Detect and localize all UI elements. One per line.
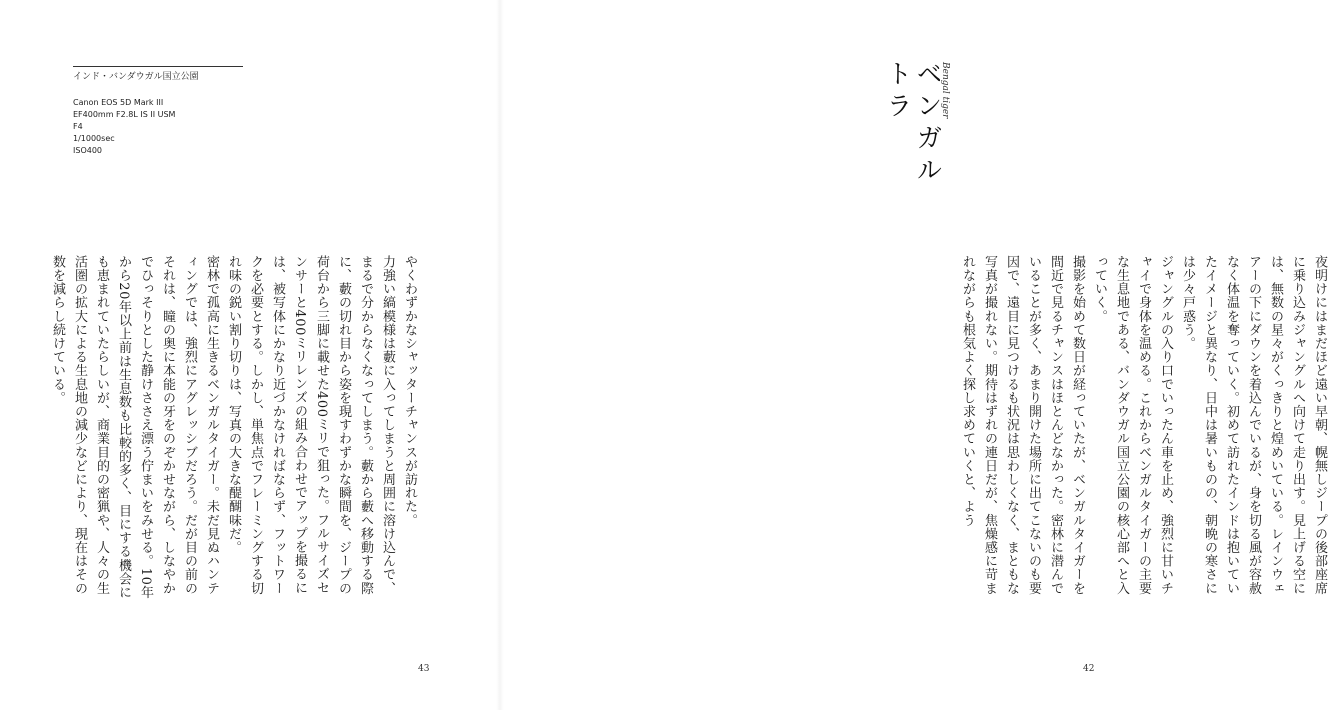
page-number-right: 42 (1083, 664, 1095, 674)
chapter-title (882, 60, 942, 200)
photo-caption (73, 66, 243, 157)
left-page (0, 0, 500, 710)
caption-shutter: 1/1000sec (73, 134, 115, 143)
caption-aperture: F4 (73, 122, 83, 131)
left-paragraph: 力強い縞模様は藪に入ってしまうと周囲に溶け込んで、まるで分からなくなってしまう。藪から藪へ移動する際に、藪の切れ目から姿を現すわずかな瞬間を、ジープの荷台から三脚に載せた400ミリで狙った。フルサイズセンサーと400ミリレンズの組み合わせでアップを撮るには、被写体にかなり近づかなければならず、フットワークを必要とする。しかし、単焦点でフレーミングする切れ味の鋭い割り切りは、写真の大きな醍醐味だ。 (226, 255, 395, 595)
right-paragraph: 夜明けにはまだほど遠い早朝、幌無しジープの後部座席に乗り込みジャングルへ向けて走り出す。見上げる空には、無数の星々がくっきりと煌めいている。レインウェアーの下にダウンを着込んでいるが、身を切る風が容赦なく体温を奪っていく。初めて訪れたインドは抱いていたイメージと異なり、日中は暑いものの、朝晩の寒さには少々戸惑う。 (1180, 255, 1327, 595)
chapter-title-en: Bengal tiger (940, 62, 950, 119)
caption-rule (73, 66, 243, 67)
left-body-text (50, 255, 420, 605)
caption-iso: ISO400 (73, 146, 103, 155)
right-paragraph: ジャングルの入り口でいったん車を止め、強烈に甘いチャイで身体を温める。これからベンガルタイガーの主要な生息地である、バンダウガル国立公園の核心部へと入っていく。 (1092, 255, 1173, 595)
right-paragraph: 撮影を始めて数日が経っていたが、ベンガルタイガーを間近で見るチャンスはほとんどなかった。密林に潜んでいることが多く、あまり開けた場所に出てこないのも要因で、遠目に見つけるも状況は思わしくなく、まともな写真が撮れない。期待はずれの連日だが、焦燥感に苛まれながらも根気よく探し求めていくと、よう (960, 255, 1085, 595)
page-number-left: 43 (418, 664, 430, 674)
caption-lens: EF400mm F2.8L IS II USM (73, 110, 176, 119)
caption-location: インド・バンダウガル国立公園 (73, 72, 199, 82)
left-paragraph: やくわずかなシャッターチャンスが訪れた。 (402, 255, 417, 527)
chapter-title-jp: ベンガルトラ (882, 60, 942, 188)
right-body-text (960, 255, 1330, 605)
caption-camera: Canon EOS 5D Mark III (73, 98, 164, 107)
left-paragraph: 密林で孤高に生きるベンガルタイガー。未だ見ぬハンティングでは、強烈にアグレッシブだろう。だが目の前のそれは、瞳の奥に本能の牙をのぞかせながら、しなやかでひっそりとした静けささえ漂う佇まいをみせる。10年から20年以上前は生息数も比較的多く、目にする機会にも恵まれていたらしいが、商業目的の密猟や、人々の生活圏の拡大による生息地の減少などにより、現在はその数を減らし続けている。 (50, 255, 219, 600)
